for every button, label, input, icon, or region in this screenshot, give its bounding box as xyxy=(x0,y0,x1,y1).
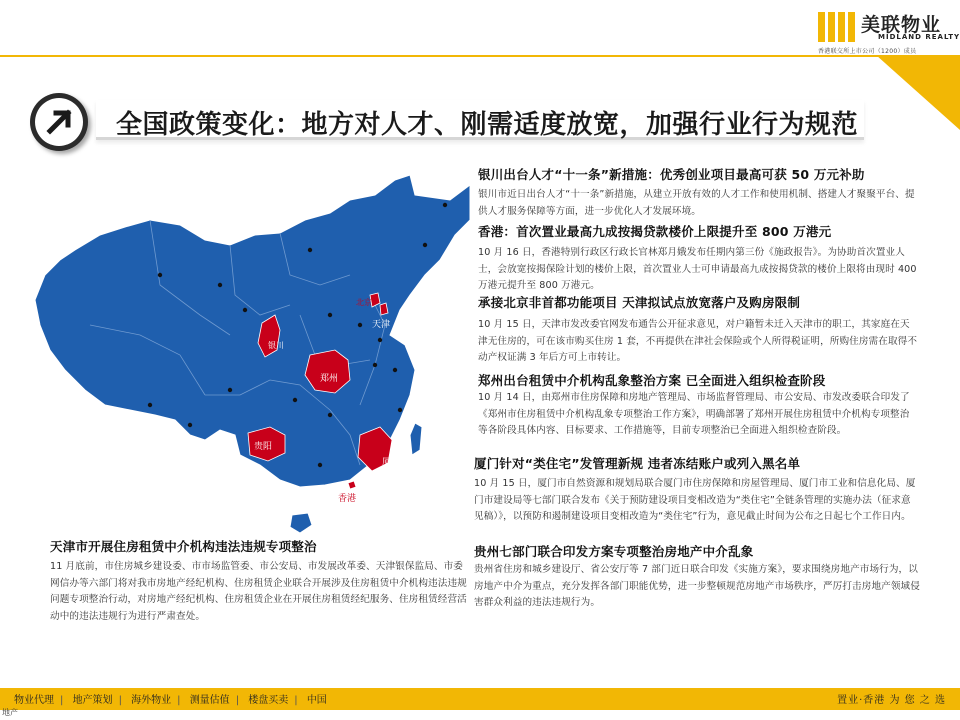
footer-item: 楼盘买卖 xyxy=(248,695,289,706)
news-headline: 郑州出台租赁中介机构乱象整治方案 已全面进入组织检查阶段 xyxy=(478,373,826,388)
news-tianjin-rental xyxy=(50,537,468,625)
news-headline: 天津市开展住房租赁中介机构违法违规专项整治 xyxy=(50,539,317,554)
news-hongkong xyxy=(478,222,918,295)
news-xiamen xyxy=(474,454,920,526)
news-headline: 贵州七部门联合印发方案专项整治房地产中介乱象 xyxy=(474,544,754,559)
news-body: 10 月 14 日，由郑州市住房保障和房地产管理局、市场监督管理局、市公安局、市发改委联合印发了《郑州市住房租赁中介机构乱象专项整治工作方案》，明确部署了郑州开展住房租赁中介机构专项整治等各阶段具体内容、目标要求、工作措施等，目前专项整治已全面进入组织检查阶段。 xyxy=(478,392,910,436)
brand-logo xyxy=(818,8,960,55)
footer-item: 地产策划 xyxy=(72,695,113,706)
label-xiamen: 厦门 xyxy=(382,458,401,468)
footer-item: 测量估值 xyxy=(189,695,230,706)
footer-services: 物业代理 | 地产策划 | 海外物业 | 测量估值 | 楼盘买卖 | 中国 xyxy=(14,695,327,706)
label-zhengzhou: 郑州 xyxy=(320,374,339,384)
corner-label: 地产 xyxy=(2,708,18,717)
news-yinchuan xyxy=(478,165,918,220)
page-title: 全国政策变化：地方对人才、刚需适度放宽，加强行业行为规范 xyxy=(116,110,859,140)
region-hongkong xyxy=(348,481,356,489)
taiwan-island xyxy=(410,423,422,455)
brand-name-cn: 美联物业 xyxy=(861,14,942,36)
brand-subtitle: 香港联交所上市公司（1200）成员 xyxy=(818,48,917,55)
header-divider xyxy=(0,55,960,57)
arrow-up-right-icon xyxy=(30,93,88,151)
footer-bar xyxy=(0,688,960,710)
news-guizhou xyxy=(474,542,920,612)
label-guiyang: 贵阳 xyxy=(254,442,273,452)
news-headline: 银川出台人才“十一条”新措施：优秀创业项目最高可获 50 万元补助 xyxy=(478,167,865,182)
footer-item: 海外物业 xyxy=(131,695,172,706)
footer-slogan: 置业·香港 为 您 之 选 xyxy=(837,695,946,706)
china-map xyxy=(30,165,475,545)
news-tianjin-hukou xyxy=(478,293,918,367)
news-body: 贵州省住房和城乡建设厅、省公安厅等 7 部门近日联合印发《实施方案》，要求围绕房地产市场行为，以房地产中介为重点，充分发挥各部门职能优势，进一步整顿规范房地产市场秩序，严厉打击房地产领域侵害群众利益的违法违规行为。 xyxy=(474,564,920,608)
label-hongkong: 香港 xyxy=(338,494,357,504)
label-tianjin: 天津 xyxy=(372,320,391,330)
label-yinchuan: 银川 xyxy=(268,341,284,350)
brand-name-en: MIDLAND REALTY xyxy=(878,33,960,41)
news-headline: 厦门针对“类住宅”发管理新规 违者冻结账户或列入黑名单 xyxy=(474,456,801,471)
label-beijing: 北京 xyxy=(356,298,372,307)
news-body: 10 月 15 日，厦门市自然资源和规划局联合厦门市住房保障和房屋管理局、厦门市工业和信息化局、厦门市建设局等七部门联合发布《关于预防建设项目变相改造为“类住宅”全链条管理的实施办法（征求意见稿）》，以预防和遏制建设项目变相改造为“类住宅”行为，意见截止时间为公布之日起七个工作日内。 xyxy=(474,478,916,522)
news-body: 银川市近日出台人才“十一条”新措施，从建立开放有效的人才工作和使用机制、搭建人才聚聚平台、提供人才服务保障等方面，进一步优化人才发展环境。 xyxy=(478,189,915,217)
news-headline: 承接北京非首都功能项目 天津拟试点放宽落户及购房限制 xyxy=(478,295,801,310)
news-body: 10 月 16 日，香港特别行政区行政长官林郑月娥发布任期内第三份《施政报告》。为协助首次置业人士，会放宽按揭保险计划的楼价上限，首次置业人士可申请最高九成按揭贷款的楼价上限将由现时 400 万港元提升至 800 万港元。 xyxy=(478,247,917,291)
news-headline: 香港：首次置业最高九成按揭贷款楼价上限提升至 800 万港元 xyxy=(478,224,832,239)
news-body: 10 月 15 日，天津市发改委官网发布通告公开征求意见，对户籍暂未迁入天津市的职工，其家庭在天津无住房的，可在该市购买住房 1 套，不再提供在津社会保险或个人所得税证明，所购住房需在取得不动产权证满 3 年后方可上市转让。 xyxy=(478,319,918,363)
hainan-island xyxy=(290,513,312,533)
footer-item: 中国 xyxy=(306,695,327,706)
midland-logo-icon xyxy=(818,12,858,42)
footer-item: 物业代理 xyxy=(14,695,54,706)
news-zhengzhou xyxy=(478,371,918,440)
news-body: 11 月底前，市住房城乡建设委、市市场监管委、市公安局、市发展改革委、天津银保监局、市委网信办等六部门将对我市房地产经纪机构、住房租赁企业联合开展涉及住房租赁中介机构违法违规问题专项整治行动，对房地产经纪机构、住房租赁企业在开展住房租赁经纪服务、住房租赁经营活动中的违法违规行为进行严肃查处。 xyxy=(50,561,467,622)
